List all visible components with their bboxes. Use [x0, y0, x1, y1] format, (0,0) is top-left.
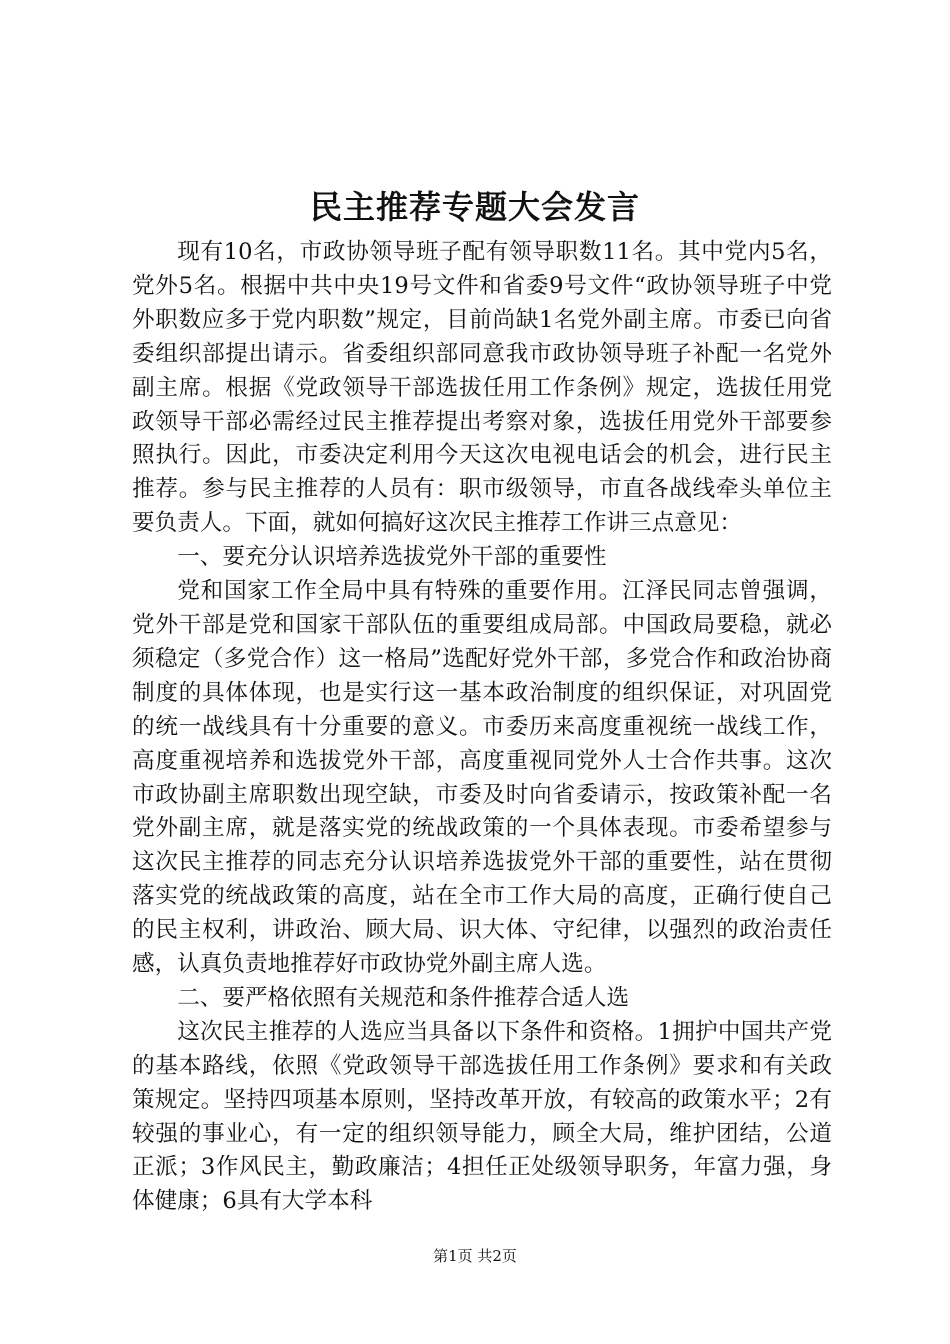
page-number-footer: 第1页 共2页 — [433, 1247, 517, 1265]
section-heading-2: 二、要严格依照有关规范和条件推荐合适人选 — [177, 984, 630, 1011]
body-paragraph-intro: 现有10名，市政协领导班子配有领导职数11名。其中党内5名，党外5名。根据中共中央19号文件和省委9号文件“政协领导班子中党外职数应多于党内职数”规定，目前尚缺1名党外副主席。市委已向省委组织部提出请示。省委组织部同意我市政协领导班子补配一名党外副主席。根据《党政领导干部选拔任用工作条例》规定，选拔任用党政领导干部必需经过民主推荐提出考察对象，选拔任用党外干部要参照执行。因此，市委决定利用今天这次电视电话会的机会，进行民主推荐。参与民主推荐的人员有：职市级领导，市直各战线牵头单位主要负责人。下面，就如何搞好这次民主推荐工作讲三点意见： — [132, 239, 832, 537]
section-heading-1: 一、要充分认识培养选拔党外干部的重要性 — [177, 544, 607, 571]
body-paragraph-section-2: 这次民主推荐的人选应当具备以下条件和资格。1拥护中国共产党的基本路线，依照《党政领导干部选拔任用工作条例》要求和有关政策规定。坚持四项基本原则，坚持改革开放，有较高的政策水平；2有较强的事业心，有一定的组织领导能力，顾全大局，维护团结，公道正派；3作风民主，勤政廉洁；4担任正处级领导职务，年富力强，身体健康；6具有大学本科 — [132, 1018, 832, 1215]
document-title: 民主推荐专题大会发言 — [309, 188, 640, 226]
document-body — [132, 236, 832, 1219]
body-paragraph-section-1: 党和国家工作全局中具有特殊的重要作用。江泽民同志曾强调，党外干部是党和国家干部队伍的重要组成局部。中国政局要稳，就必须稳定（多党合作）这一格局”选配好党外干部，多党合作和政治协商制度的具体体现，也是实行这一基本政治制度的组织保证，对巩固党的统一战线具有十分重要的意义。市委历来高度重视统一战线工作，高度重视培养和选拔党外干部，高度重视同党外人士合作共事。这次市政协副主席职数出现空缺，市委及时向省委请示，按政策补配一名党外副主席，就是落实党的统战政策的一个具体表现。市委希望参与这次民主推荐的同志充分认识培养选拔党外干部的重要性，站在贯彻落实党的统战政策的高度，站在全市工作大局的高度，正确行使自己的民主权利，讲政治、顾大局、识大体、守纪律，以强烈的政治责任感，认真负责地推荐好市政协党外副主席人选。 — [132, 578, 832, 978]
